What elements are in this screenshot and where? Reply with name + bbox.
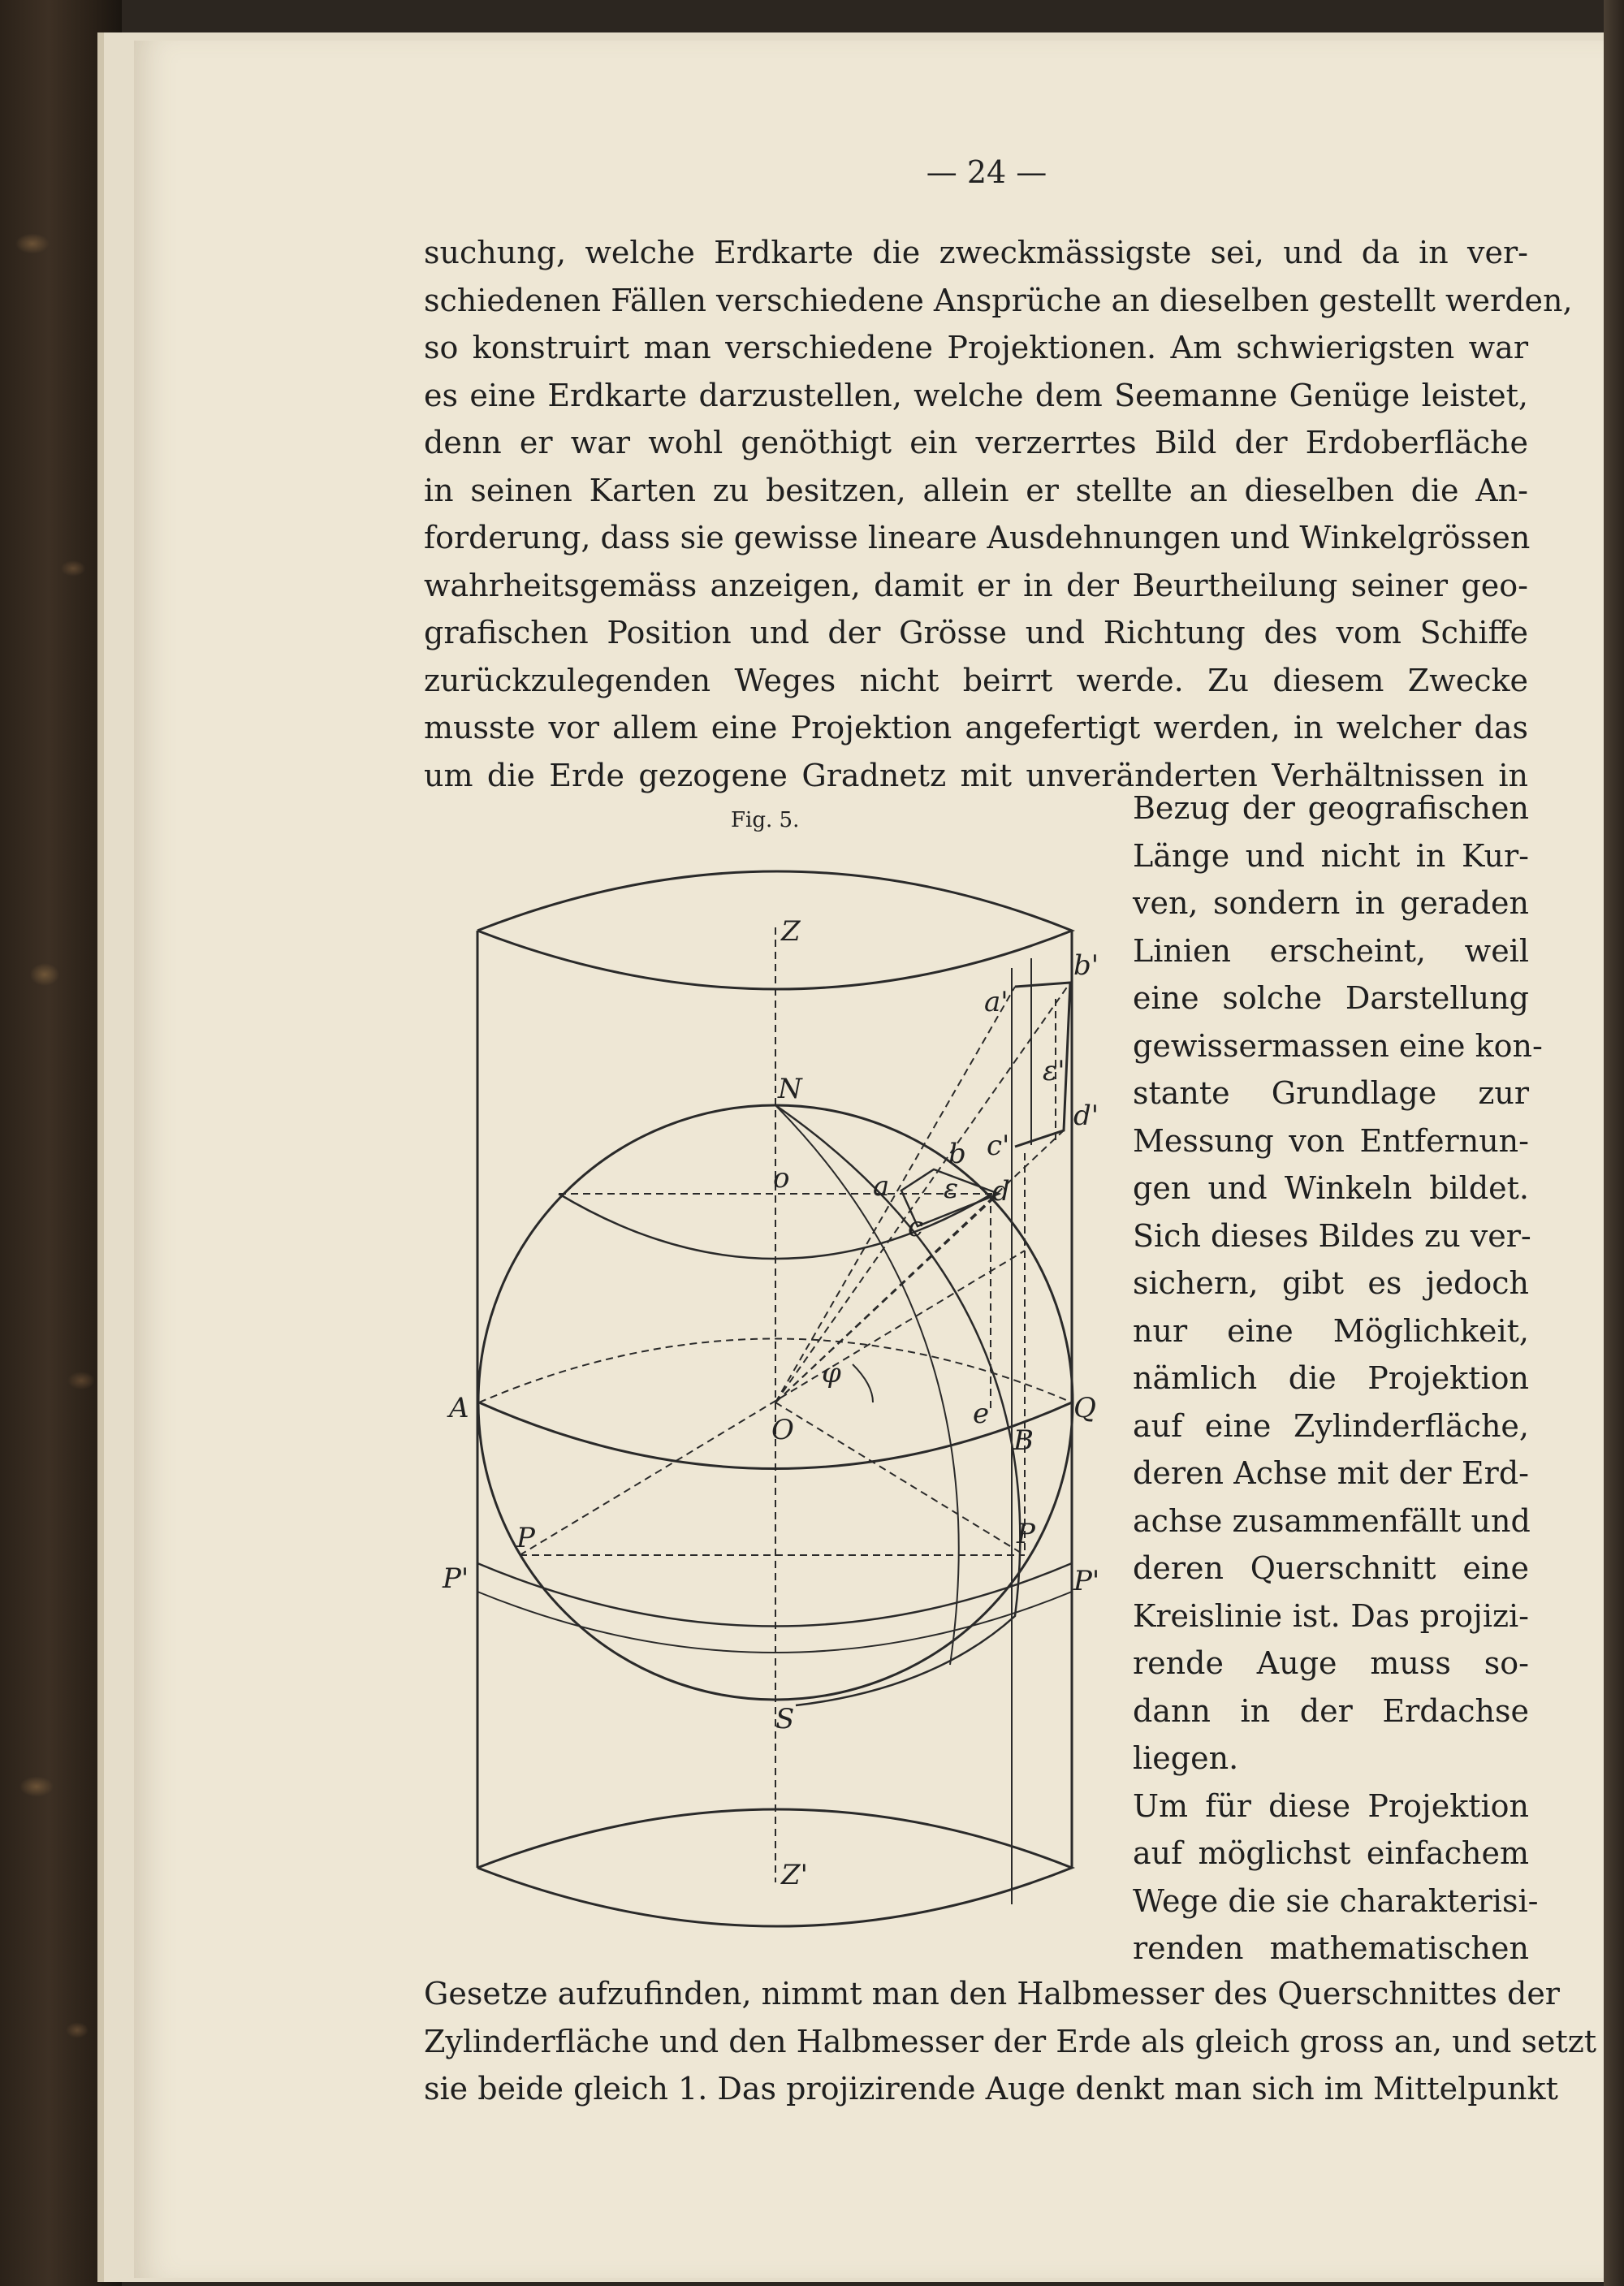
text-line: sichern, gibt es jedoch — [1133, 1265, 1529, 1301]
label-A: A — [449, 1392, 469, 1424]
text-line: rende Auge muss so- — [1133, 1645, 1529, 1681]
angle-phi-arc — [853, 1364, 873, 1402]
text-line: forderung, dass sie gewisse lineare Ausdehnungen und Winkelgrössen — [424, 520, 1531, 555]
text-line: gewissermassen eine kon- — [1133, 1027, 1543, 1064]
label-O: O — [771, 1414, 794, 1446]
projection-ray — [775, 1194, 999, 1402]
figure-cylinder-projection — [422, 800, 1112, 1965]
label-N: N — [778, 1073, 802, 1105]
label-P-left: P — [516, 1522, 535, 1554]
text-line: schiedenen Fällen verschiedene Ansprüche an dieselben gestellt werden, — [424, 282, 1573, 318]
label-Z: Z — [781, 915, 801, 948]
text-line: ven, sondern in geraden — [1133, 885, 1529, 921]
projection-ray — [775, 1130, 1064, 1402]
label-aprime: a' — [984, 986, 1009, 1018]
text-line: musste vor allem eine Projektion angefertigt werden, in welcher das — [424, 710, 1528, 745]
label-P-right: P — [1017, 1518, 1035, 1550]
text-line: Gesetze aufzufinden, nimmt man den Halbmesser des Querschnittes der — [424, 1976, 1560, 2012]
label-B: B — [1013, 1424, 1034, 1457]
text-line: Sich dieses Bildes zu ver- — [1133, 1217, 1531, 1254]
text-line: deren Querschnitt eine — [1133, 1550, 1529, 1586]
text-line: es eine Erdkarte darzustellen, welche dem Seemanne Genüge leistet, — [424, 377, 1528, 413]
label-Pprime-left: P' — [443, 1562, 469, 1595]
label-Pprime-right: P' — [1073, 1565, 1100, 1597]
text-line: eine solche Darstellung — [1133, 980, 1529, 1016]
label-bprime: b' — [1073, 949, 1099, 982]
text-line: Wege die sie charakterisi- — [1133, 1882, 1539, 1919]
text-line: liegen. — [1133, 1740, 1239, 1776]
text-line: Um für diese Projektion — [1133, 1787, 1529, 1824]
label-o: o — [773, 1162, 790, 1195]
label-cprime: c' — [987, 1130, 1010, 1162]
text-line: so konstruirt man verschiedene Projektionen. Am schwierigsten war — [424, 330, 1528, 365]
label-epsilon: ε — [944, 1173, 959, 1205]
text-line: Kreislinie ist. Das projizi- — [1133, 1597, 1529, 1634]
diagonal-line — [520, 1251, 1025, 1555]
text-line: auf eine Zylinderfläche, — [1133, 1407, 1529, 1444]
text-line: dann in der Erdachse — [1133, 1692, 1529, 1729]
text-line: um die Erde gezogene Gradnetz mit unveränderten Verhältnissen in — [424, 757, 1528, 793]
text-line: Linien erscheint, weil — [1133, 932, 1529, 969]
text-line: Zylinderfläche und den Halbmesser der Erde als gleich gross an, und setzt — [424, 2023, 1597, 2059]
text-line: nur eine Möglichkeit, — [1133, 1312, 1529, 1349]
text-line: gen und Winkeln bildet. — [1133, 1170, 1529, 1206]
text-line: in seinen Karten zu besitzen, allein er stellte an dieselben die An- — [424, 472, 1528, 508]
label-d: d — [992, 1175, 1010, 1208]
bottom-paragraph — [424, 1970, 1597, 2113]
label-epsilonprime: ε' — [1043, 1055, 1065, 1087]
text-line: Länge und nicht in Kur- — [1133, 837, 1529, 874]
text-line: auf möglichst einfachem — [1133, 1835, 1529, 1871]
text-line: stante Grundlage zur — [1133, 1075, 1529, 1111]
label-phi: φ — [822, 1357, 841, 1389]
label-Zprime: Z' — [781, 1859, 808, 1891]
projection-ray — [775, 983, 1070, 1402]
text-line: zurückzulegenden Weges nicht beirrt werde. Zu diesem Zwecke — [424, 662, 1528, 698]
label-S: S — [775, 1703, 795, 1735]
text-line: wahrheitsgemäss anzeigen, damit er in der Beurtheilung seiner geo- — [424, 567, 1528, 603]
side-column-paragraph — [1133, 784, 1543, 1973]
text-line: nämlich die Projektion — [1133, 1360, 1529, 1396]
text-line: suchung, welche Erdkarte die zweckmässigste sei, und da in ver- — [424, 235, 1528, 270]
label-a: a — [873, 1170, 890, 1203]
label-c: c — [908, 1211, 924, 1243]
figure-caption: Fig. 5. — [731, 808, 800, 832]
text-line: sie beide gleich 1. Das projizirende Auge denkt man sich im Mittelpunkt — [424, 2071, 1558, 2107]
text-line: denn er war wohl genöthigt ein verzerrtes Bild der Erdoberfläche — [424, 425, 1528, 460]
label-b: b — [948, 1138, 966, 1170]
text-line: grafischen Position und der Grösse und Richtung des vom Schiffe — [424, 615, 1528, 650]
label-e: e — [973, 1398, 990, 1430]
book-cover-right-edge — [1604, 0, 1624, 2286]
text-line: achse zusammenfällt und — [1133, 1502, 1531, 1539]
label-Q: Q — [1073, 1392, 1096, 1424]
text-line: renden mathematischen — [1133, 1930, 1529, 1966]
text-line: deren Achse mit der Erd- — [1133, 1455, 1529, 1491]
label-dprime: d' — [1073, 1100, 1099, 1132]
top-paragraph — [424, 229, 1573, 799]
text-line: Messung von Entfernun- — [1133, 1122, 1529, 1159]
text-line: Bezug der geografischen — [1133, 790, 1529, 826]
page-number: — 24 — — [926, 154, 1047, 190]
